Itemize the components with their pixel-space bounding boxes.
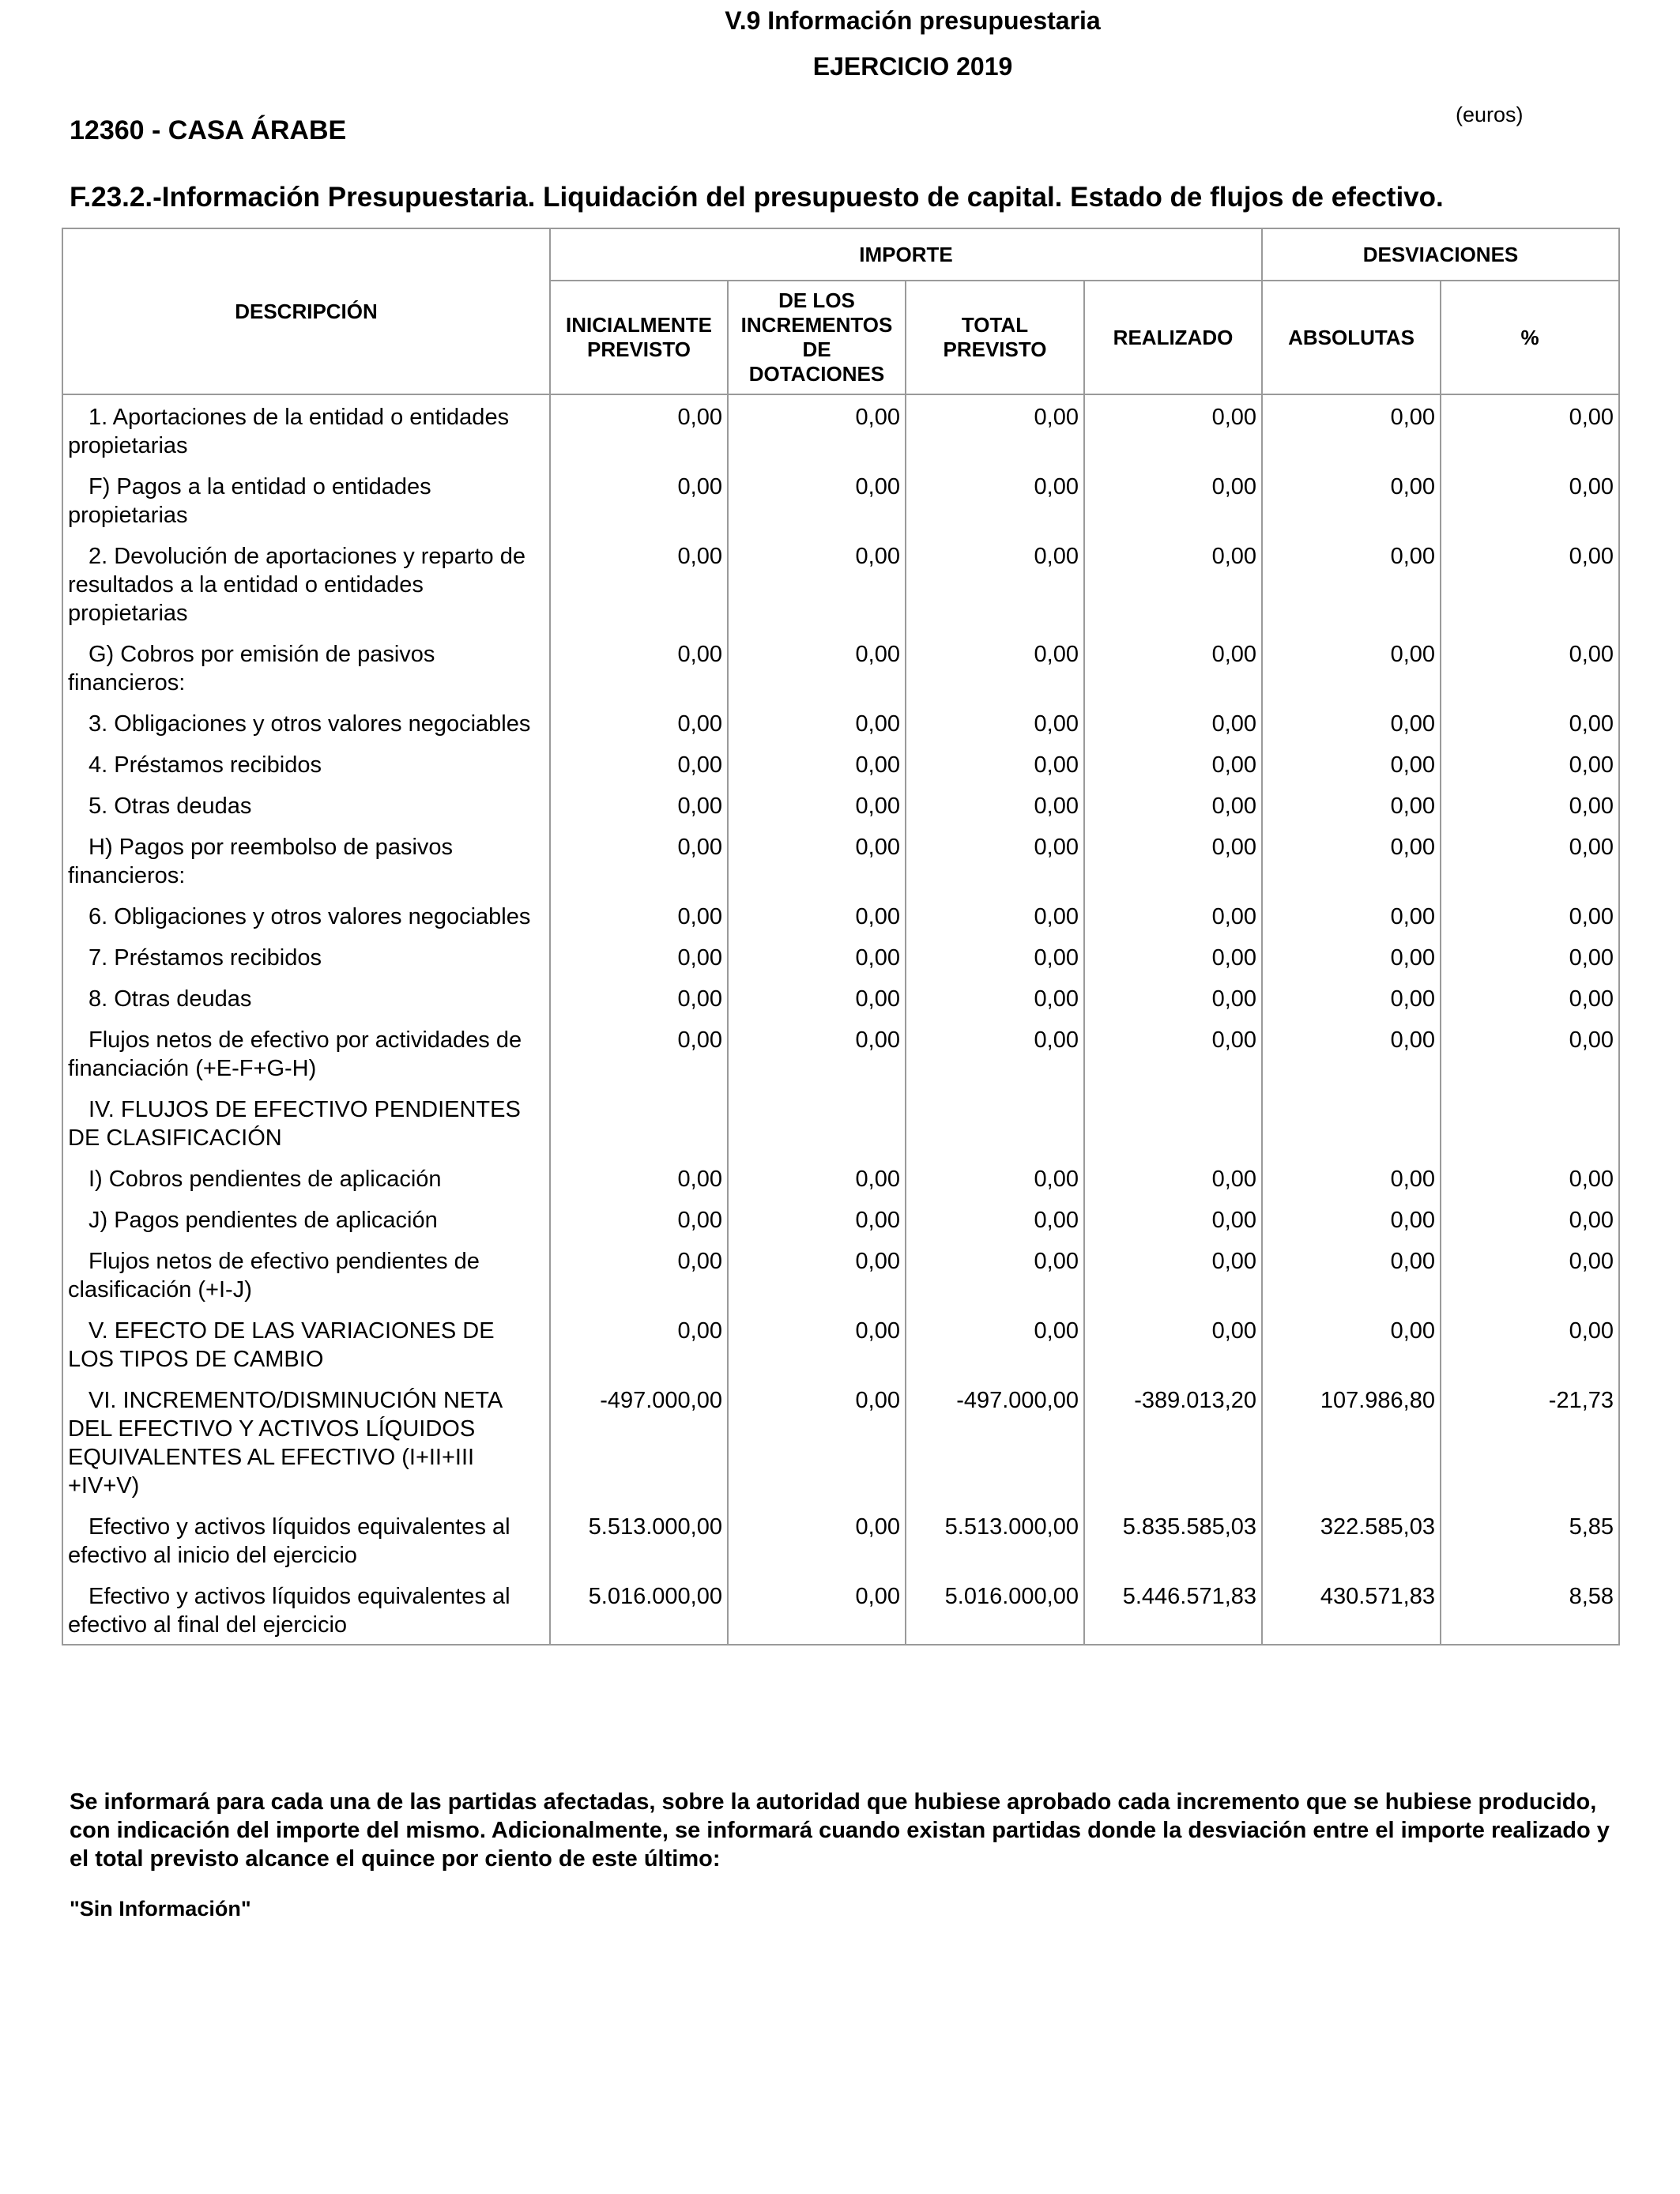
table-row bbox=[62, 1505, 1619, 1574]
cell-total: 0,00 bbox=[906, 534, 1084, 632]
row-description: F) Pagos a la entidad o entidades propietarias bbox=[62, 465, 550, 534]
cell-total: 0,00 bbox=[906, 394, 1084, 465]
cell-absolutas: 0,00 bbox=[1262, 534, 1441, 632]
header-inicialmente-previsto: INICIALMENTE PREVISTO bbox=[550, 281, 728, 394]
cell-pct: -21,73 bbox=[1441, 1378, 1619, 1505]
cell-total: 0,00 bbox=[906, 632, 1084, 702]
cell-incrementos: 0,00 bbox=[728, 1198, 906, 1239]
cell-absolutas: 0,00 bbox=[1262, 936, 1441, 977]
cell-inicial: 0,00 bbox=[550, 394, 728, 465]
table-row bbox=[62, 936, 1619, 977]
table-row bbox=[62, 1574, 1619, 1645]
cell-pct: 0,00 bbox=[1441, 1198, 1619, 1239]
header-description: DESCRIPCIÓN bbox=[62, 228, 550, 394]
cell-pct: 0,00 bbox=[1441, 534, 1619, 632]
cell-incrementos: 0,00 bbox=[728, 936, 906, 977]
table-row bbox=[62, 1018, 1619, 1088]
cell-pct: 0,00 bbox=[1441, 1018, 1619, 1088]
units-label: (euros) bbox=[1456, 103, 1524, 126]
cell-inicial: 5.513.000,00 bbox=[550, 1505, 728, 1574]
row-description: 7. Préstamos recibidos bbox=[62, 936, 550, 977]
header-group-importe: IMPORTE bbox=[550, 228, 1262, 281]
cell-realizado: 0,00 bbox=[1084, 977, 1262, 1018]
table-row bbox=[62, 632, 1619, 702]
row-description: 8. Otras deudas bbox=[62, 977, 550, 1018]
cell-incrementos bbox=[728, 1088, 906, 1157]
cell-realizado: 0,00 bbox=[1084, 1239, 1262, 1309]
cell-total: 0,00 bbox=[906, 895, 1084, 936]
table-row bbox=[62, 1088, 1619, 1157]
cell-inicial: 5.016.000,00 bbox=[550, 1574, 728, 1645]
cell-inicial: 0,00 bbox=[550, 702, 728, 743]
cell-pct: 0,00 bbox=[1441, 825, 1619, 895]
cell-pct: 0,00 bbox=[1441, 394, 1619, 465]
cell-absolutas: 0,00 bbox=[1262, 632, 1441, 702]
cell-realizado: 0,00 bbox=[1084, 394, 1262, 465]
cell-realizado: 0,00 bbox=[1084, 1018, 1262, 1088]
cell-incrementos: 0,00 bbox=[728, 394, 906, 465]
cell-incrementos: 0,00 bbox=[728, 1157, 906, 1198]
cell-absolutas: 322.585,03 bbox=[1262, 1505, 1441, 1574]
row-description: Flujos netos de efectivo pendientes de clasificación (+I-J) bbox=[62, 1239, 550, 1309]
cell-realizado bbox=[1084, 1088, 1262, 1157]
no-information-label: "Sin Información" bbox=[70, 1897, 251, 1921]
cell-pct: 0,00 bbox=[1441, 702, 1619, 743]
cell-realizado: 0,00 bbox=[1084, 702, 1262, 743]
cell-absolutas: 0,00 bbox=[1262, 1239, 1441, 1309]
cell-inicial: 0,00 bbox=[550, 825, 728, 895]
cell-absolutas: 0,00 bbox=[1262, 743, 1441, 784]
cell-absolutas: 0,00 bbox=[1262, 465, 1441, 534]
row-description: H) Pagos por reembolso de pasivos financieros: bbox=[62, 825, 550, 895]
table-row bbox=[62, 977, 1619, 1018]
cell-incrementos: 0,00 bbox=[728, 977, 906, 1018]
cell-total: 5.016.000,00 bbox=[906, 1574, 1084, 1645]
cell-pct: 5,85 bbox=[1441, 1505, 1619, 1574]
table-row bbox=[62, 743, 1619, 784]
cell-total: 0,00 bbox=[906, 702, 1084, 743]
report-title: V.9 Información presupuestaria bbox=[725, 6, 1101, 35]
cell-inicial: 0,00 bbox=[550, 743, 728, 784]
cell-absolutas: 0,00 bbox=[1262, 1018, 1441, 1088]
cell-realizado: 0,00 bbox=[1084, 1309, 1262, 1378]
cell-total: -497.000,00 bbox=[906, 1378, 1084, 1505]
cell-absolutas bbox=[1262, 1088, 1441, 1157]
cell-pct: 0,00 bbox=[1441, 743, 1619, 784]
cell-inicial: 0,00 bbox=[550, 977, 728, 1018]
cell-realizado: 5.446.571,83 bbox=[1084, 1574, 1262, 1645]
row-description: 4. Préstamos recibidos bbox=[62, 743, 550, 784]
cell-total: 0,00 bbox=[906, 743, 1084, 784]
row-description: 6. Obligaciones y otros valores negociables bbox=[62, 895, 550, 936]
budget-table-body bbox=[62, 394, 1619, 1645]
cell-absolutas: 430.571,83 bbox=[1262, 1574, 1441, 1645]
row-description: Flujos netos de efectivo por actividades de financiación (+E-F+G-H) bbox=[62, 1018, 550, 1088]
header-incrementos-dotaciones: DE LOS INCREMENTOS DE DOTACIONES bbox=[728, 281, 906, 394]
cell-pct: 0,00 bbox=[1441, 1309, 1619, 1378]
cell-total bbox=[906, 1088, 1084, 1157]
table-row bbox=[62, 394, 1619, 465]
table-row bbox=[62, 784, 1619, 825]
table-row bbox=[62, 1198, 1619, 1239]
table-row bbox=[62, 1378, 1619, 1505]
cell-absolutas: 0,00 bbox=[1262, 895, 1441, 936]
table-row bbox=[62, 895, 1619, 936]
cell-realizado: 0,00 bbox=[1084, 465, 1262, 534]
cell-inicial: 0,00 bbox=[550, 1309, 728, 1378]
cell-total: 5.513.000,00 bbox=[906, 1505, 1084, 1574]
cell-total: 0,00 bbox=[906, 1309, 1084, 1378]
cell-incrementos: 0,00 bbox=[728, 1505, 906, 1574]
cell-total: 0,00 bbox=[906, 936, 1084, 977]
table-row bbox=[62, 534, 1619, 632]
header-group-desviaciones: DESVIACIONES bbox=[1262, 228, 1619, 281]
cell-total: 0,00 bbox=[906, 1157, 1084, 1198]
cell-realizado: 0,00 bbox=[1084, 743, 1262, 784]
cell-inicial: 0,00 bbox=[550, 534, 728, 632]
entity-name: 12360 - CASA ÁRABE bbox=[70, 115, 347, 145]
cell-total: 0,00 bbox=[906, 1239, 1084, 1309]
cell-pct: 0,00 bbox=[1441, 784, 1619, 825]
row-description: VI. INCREMENTO/DISMINUCIÓN NETA DEL EFECTIVO Y ACTIVOS LÍQUIDOS EQUIVALENTES AL EFECTIVO (I+II+III +IV+V) bbox=[62, 1378, 550, 1505]
cell-realizado: -389.013,20 bbox=[1084, 1378, 1262, 1505]
cell-incrementos: 0,00 bbox=[728, 632, 906, 702]
cell-inicial: 0,00 bbox=[550, 936, 728, 977]
row-description: G) Cobros por emisión de pasivos financieros: bbox=[62, 632, 550, 702]
header-realizado: REALIZADO bbox=[1084, 281, 1262, 394]
cell-absolutas: 0,00 bbox=[1262, 977, 1441, 1018]
header-percent: % bbox=[1441, 281, 1619, 394]
cell-pct: 0,00 bbox=[1441, 1239, 1619, 1309]
row-description: J) Pagos pendientes de aplicación bbox=[62, 1198, 550, 1239]
section-title: F.23.2.-Información Presupuestaria. Liquidación del presupuesto de capital. Estado de flujos de efectivo. bbox=[70, 182, 1444, 213]
cell-total: 0,00 bbox=[906, 784, 1084, 825]
cell-incrementos: 0,00 bbox=[728, 1239, 906, 1309]
cell-absolutas: 0,00 bbox=[1262, 1198, 1441, 1239]
cell-incrementos: 0,00 bbox=[728, 743, 906, 784]
table-row bbox=[62, 1309, 1619, 1378]
table-row bbox=[62, 1239, 1619, 1309]
cell-absolutas: 0,00 bbox=[1262, 784, 1441, 825]
row-description: IV. FLUJOS DE EFECTIVO PENDIENTES DE CLASIFICACIÓN bbox=[62, 1088, 550, 1157]
cell-incrementos: 0,00 bbox=[728, 702, 906, 743]
cell-realizado: 0,00 bbox=[1084, 1157, 1262, 1198]
cell-inicial: 0,00 bbox=[550, 895, 728, 936]
cell-pct: 0,00 bbox=[1441, 936, 1619, 977]
cell-incrementos: 0,00 bbox=[728, 1018, 906, 1088]
cell-realizado: 0,00 bbox=[1084, 534, 1262, 632]
header-total-previsto: TOTAL PREVISTO bbox=[906, 281, 1084, 394]
row-description: V. EFECTO DE LAS VARIACIONES DE LOS TIPOS DE CAMBIO bbox=[62, 1309, 550, 1378]
footer-note: Se informará para cada una de las partidas afectadas, sobre la autoridad que hubiese aprobado cada incremento que se hubiese producido, con indicación del importe del mismo. Adicionalmente, se informará cuando existan partidas donde la desviación entre el importe realizado y el total previsto alcance el quince por ciento de este último: bbox=[70, 1789, 1610, 1872]
cell-incrementos: 0,00 bbox=[728, 895, 906, 936]
table-row bbox=[62, 825, 1619, 895]
cell-realizado: 0,00 bbox=[1084, 632, 1262, 702]
cell-incrementos: 0,00 bbox=[728, 784, 906, 825]
cell-realizado: 5.835.585,03 bbox=[1084, 1505, 1262, 1574]
cell-total: 0,00 bbox=[906, 1018, 1084, 1088]
row-description: 3. Obligaciones y otros valores negociables bbox=[62, 702, 550, 743]
cell-incrementos: 0,00 bbox=[728, 534, 906, 632]
cell-absolutas: 0,00 bbox=[1262, 825, 1441, 895]
cell-inicial: 0,00 bbox=[550, 1157, 728, 1198]
cell-inicial: 0,00 bbox=[550, 465, 728, 534]
cell-realizado: 0,00 bbox=[1084, 1198, 1262, 1239]
cell-pct: 0,00 bbox=[1441, 1157, 1619, 1198]
report-year: EJERCICIO 2019 bbox=[812, 52, 1013, 81]
cell-pct: 8,58 bbox=[1441, 1574, 1619, 1645]
row-description: 2. Devolución de aportaciones y reparto de resultados a la entidad o entidades propietarias bbox=[62, 534, 550, 632]
cell-pct: 0,00 bbox=[1441, 895, 1619, 936]
cell-inicial: 0,00 bbox=[550, 632, 728, 702]
cell-absolutas: 107.986,80 bbox=[1262, 1378, 1441, 1505]
cell-inicial: 0,00 bbox=[550, 784, 728, 825]
cell-absolutas: 0,00 bbox=[1262, 702, 1441, 743]
cell-incrementos: 0,00 bbox=[728, 1574, 906, 1645]
row-description: 1. Aportaciones de la entidad o entidades propietarias bbox=[62, 394, 550, 465]
cell-pct: 0,00 bbox=[1441, 632, 1619, 702]
table-row bbox=[62, 702, 1619, 743]
cell-total: 0,00 bbox=[906, 825, 1084, 895]
row-description: Efectivo y activos líquidos equivalentes al efectivo al final del ejercicio bbox=[62, 1574, 550, 1645]
table-row bbox=[62, 1157, 1619, 1198]
cell-incrementos: 0,00 bbox=[728, 825, 906, 895]
cell-realizado: 0,00 bbox=[1084, 936, 1262, 977]
cell-total: 0,00 bbox=[906, 465, 1084, 534]
table-row bbox=[62, 465, 1619, 534]
cell-realizado: 0,00 bbox=[1084, 825, 1262, 895]
cell-inicial: -497.000,00 bbox=[550, 1378, 728, 1505]
row-description: 5. Otras deudas bbox=[62, 784, 550, 825]
budget-table bbox=[62, 228, 1620, 1646]
cell-total: 0,00 bbox=[906, 977, 1084, 1018]
cell-absolutas: 0,00 bbox=[1262, 1157, 1441, 1198]
cell-inicial: 0,00 bbox=[550, 1239, 728, 1309]
cell-pct bbox=[1441, 1088, 1619, 1157]
cell-absolutas: 0,00 bbox=[1262, 1309, 1441, 1378]
cell-realizado: 0,00 bbox=[1084, 895, 1262, 936]
cell-incrementos: 0,00 bbox=[728, 1378, 906, 1505]
cell-inicial: 0,00 bbox=[550, 1018, 728, 1088]
row-description: I) Cobros pendientes de aplicación bbox=[62, 1157, 550, 1198]
cell-pct: 0,00 bbox=[1441, 465, 1619, 534]
cell-pct: 0,00 bbox=[1441, 977, 1619, 1018]
row-description: Efectivo y activos líquidos equivalentes al efectivo al inicio del ejercicio bbox=[62, 1505, 550, 1574]
cell-total: 0,00 bbox=[906, 1198, 1084, 1239]
cell-absolutas: 0,00 bbox=[1262, 394, 1441, 465]
cell-inicial: 0,00 bbox=[550, 1198, 728, 1239]
header-absolutas: ABSOLUTAS bbox=[1262, 281, 1441, 394]
cell-realizado: 0,00 bbox=[1084, 784, 1262, 825]
cell-incrementos: 0,00 bbox=[728, 465, 906, 534]
cell-inicial bbox=[550, 1088, 728, 1157]
cell-incrementos: 0,00 bbox=[728, 1309, 906, 1378]
